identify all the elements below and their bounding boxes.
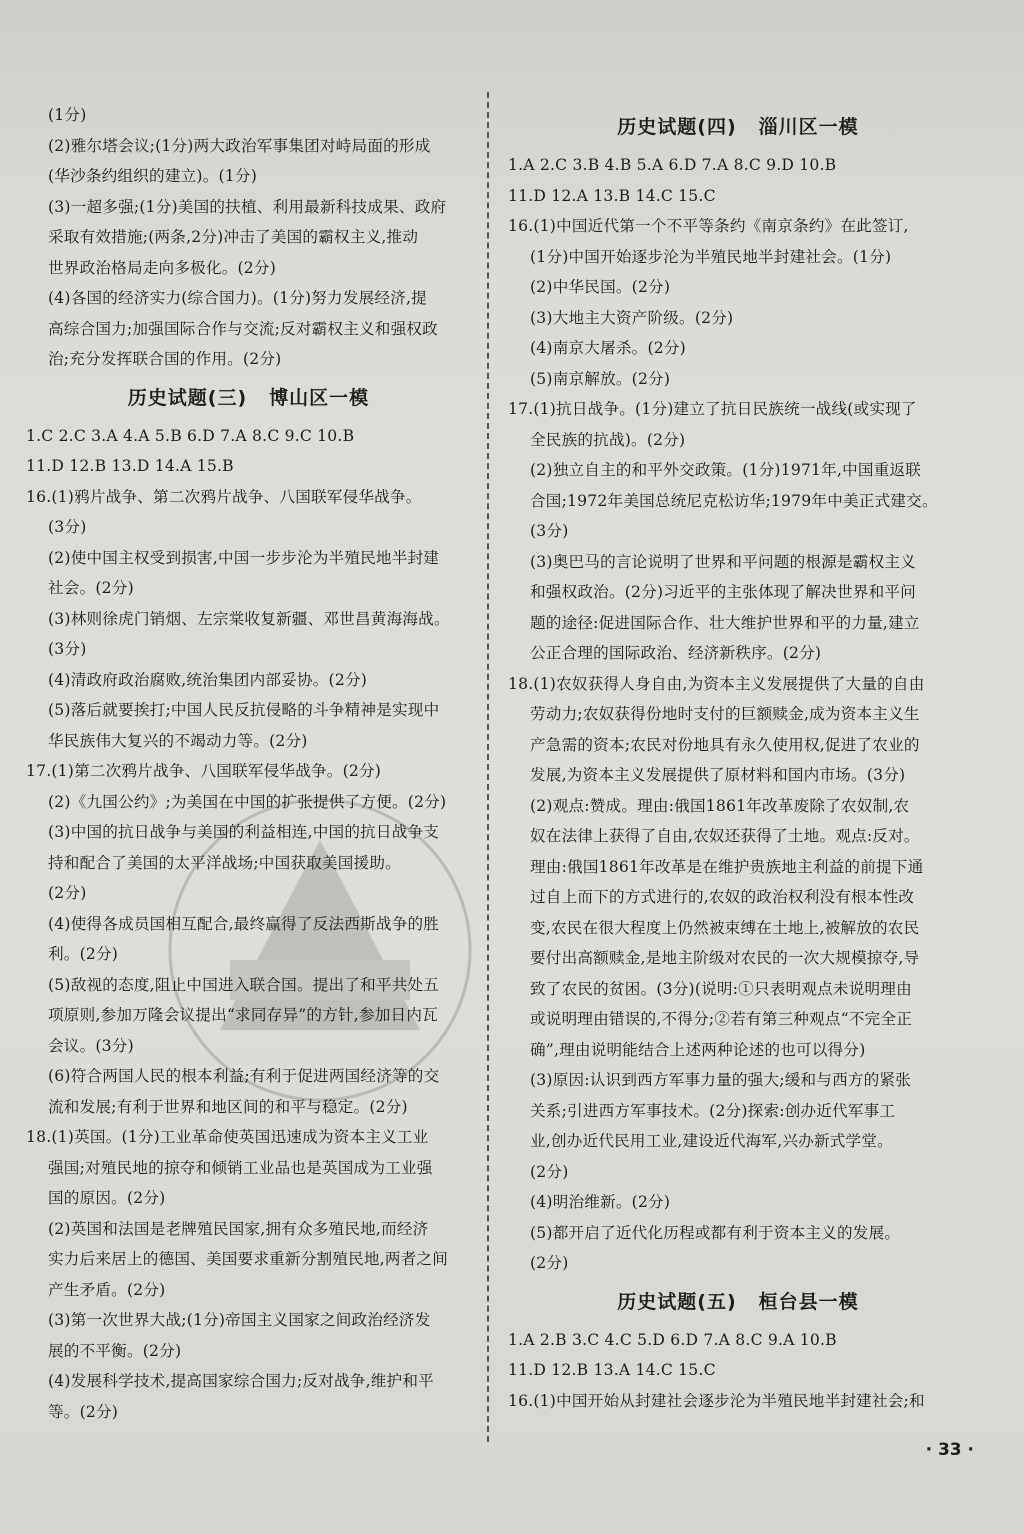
- heading-region: 博山区一模: [269, 386, 370, 409]
- text-line: (2)观点:赞成。理由:俄国1861年改革废除了农奴制,农: [530, 796, 910, 815]
- text-line: (4)清政府政治腐败,统治集团内部妥协。(2分): [48, 670, 368, 689]
- right-column: [508, 100, 968, 1416]
- text-line: (3分): [48, 518, 87, 536]
- right-block-1: [508, 150, 968, 1279]
- text-line: 强国;对殖民地的掠夺和倾销工业品也是英国成为工业强: [48, 1158, 433, 1177]
- text-line: 利。(2分): [48, 945, 119, 963]
- text-line: (3)第一次世界大战;(1分)帝国主义国家之间政治经济发: [48, 1311, 431, 1329]
- text-line: 国的原因。(2分): [48, 1189, 166, 1207]
- text-line: (3分): [530, 522, 569, 540]
- text-line: 流和发展;有利于世界和地区间的和平与稳定。(2分): [48, 1097, 408, 1116]
- text-line: 实力后来居上的德国、美国要求重新分割殖民地,两者之间: [48, 1250, 449, 1268]
- text-line: 等。(2分): [48, 1402, 119, 1421]
- text-line: 高综合国力;加强国际合作与交流;反对霸权主义和强权政: [48, 319, 438, 338]
- text-line: 社会。(2分): [48, 579, 134, 597]
- text-line: (2)使中国主权受到损害,中国一步步沦为半殖民地半封建: [48, 548, 440, 567]
- text-line: 过自上而下的方式进行的,农奴的政治权利没有根本性改: [530, 888, 915, 906]
- text-line: 16.(1)中国开始从封建社会逐步沦为半殖民地半封建社会;和: [508, 1391, 925, 1410]
- text-line: (6)符合两国人民的根本利益;有利于促进两国经济等的交: [48, 1067, 440, 1085]
- page-number: · 33 ·: [925, 1440, 974, 1460]
- text-line: 17.(1)抗日战争。(1分)建立了抗日民族统一战线(或实现了: [508, 400, 917, 418]
- text-line: 1.C 2.C 3.A 4.A 5.B 6.D 7.A 8.C 9.C 10.B: [26, 426, 355, 445]
- text-line: (2)《九国公约》;为美国在中国的扩张提供了方便。(2分): [48, 792, 447, 811]
- text-line: 合国;1972年美国总统尼克松访华;1979年中美正式建交。: [530, 491, 938, 510]
- text-line: (3)中国的抗日战争与美国的利益相连,中国的抗日战争支: [48, 823, 440, 841]
- text-line: (2)雅尔塔会议;(1分)两大政治军事集团对峙局面的形成: [48, 136, 431, 155]
- heading-title: 历史试题(四): [617, 116, 737, 138]
- text-line: (4)各国的经济实力(综合国力)。(1分)努力发展经济,提: [48, 289, 427, 307]
- text-line: 16.(1)鸦片战争、第二次鸦片战争、八国联军侵华战争。: [26, 487, 422, 506]
- text-line: 华民族伟大复兴的不竭动力等。(2分): [48, 731, 308, 750]
- text-line: 持和配合了美国的太平洋战场;中国获取美国援助。: [48, 853, 401, 872]
- text-line: (华沙条约组织的建立)。(1分): [48, 167, 257, 185]
- text-line: (4)南京大屠杀。(2分): [530, 339, 686, 357]
- section-heading-5: [508, 1279, 968, 1325]
- text-line: (2分): [530, 1162, 569, 1181]
- text-line: 题的途径:促进国际合作、壮大维护世界和平的力量,建立: [530, 613, 920, 632]
- text-line: 确”,理由说明能结合上述两种论述的也可以得分): [530, 1040, 866, 1059]
- section-heading-3: [26, 375, 471, 421]
- text-line: (3)一超多强;(1分)美国的扶植、利用最新科技成果、政府: [48, 197, 447, 216]
- left-block-2: [26, 421, 471, 1428]
- text-line: 或说明理由错误的,不得分;②若有第三种观点“不完全正: [530, 1010, 913, 1028]
- text-line: (3)原因:认识到西方军事力量的强大;缓和与西方的紧张: [530, 1071, 912, 1089]
- left-block-1: [26, 100, 471, 375]
- text-line: 业,创办近代民用工业,建设近代海军,兴办新式学堂。: [530, 1132, 893, 1150]
- text-line: 世界政治格局走向多极化。(2分): [48, 258, 277, 277]
- text-line: 产生矛盾。(2分): [48, 1280, 166, 1299]
- text-line: 理由:俄国1861年改革是在维护贵族地主利益的前提下通: [530, 857, 924, 876]
- text-line: 18.(1)农奴获得人身自由,为资本主义发展提供了大量的自由: [508, 674, 925, 693]
- text-line: (2分): [530, 1254, 569, 1272]
- text-line: (2)独立自主的和平外交政策。(1分)1971年,中国重返联: [530, 461, 922, 479]
- column-divider: [487, 92, 489, 1442]
- left-column: [26, 100, 471, 1427]
- text-line: 1.A 2.C 3.B 4.B 5.A 6.D 7.A 8.C 9.D 10.B: [508, 156, 837, 174]
- text-line: (2)中华民国。(2分): [530, 278, 671, 296]
- text-line: (5)南京解放。(2分): [530, 369, 671, 388]
- text-line: 变,农民在很大程度上仍然被束缚在土地上,被解放的农民: [530, 918, 920, 937]
- text-line: (5)敌视的态度,阻止中国进入联合国。提出了和平共处五: [48, 975, 440, 994]
- text-line: 奴在法律上获得了自由,农奴还获得了土地。观点:反对。: [530, 827, 920, 845]
- text-line: (4)发展科学技术,提高国家综合国力;反对战争,维护和平: [48, 1372, 434, 1390]
- text-line: 治;充分发挥联合国的作用。(2分): [48, 350, 282, 368]
- heading-region: 桓台县一模: [758, 1290, 859, 1313]
- text-line: (3分): [48, 640, 87, 658]
- text-line: (5)落后就要挨打;中国人民反抗侵略的斗争精神是实现中: [48, 701, 440, 719]
- text-line: 和强权政治。(2分)习近平的主张体现了解决世界和平问: [530, 583, 916, 601]
- text-line: 采取有效措施;(两条,2分)冲击了美国的霸权主义,推动: [48, 228, 419, 246]
- heading-title: 历史试题(三): [127, 386, 248, 409]
- text-line: (3)奥巴马的言论说明了世界和平问题的根源是霸权主义: [530, 552, 916, 571]
- text-line: 17.(1)第二次鸦片战争、八国联军侵华战争。(2分): [26, 762, 382, 780]
- text-line: 公正合理的国际政治、经济新秩序。(2分): [530, 644, 822, 662]
- text-line: (4)明治维新。(2分): [530, 1193, 671, 1211]
- text-line: (5)都开启了近代化历程或都有利于资本主义的发展。: [530, 1223, 901, 1242]
- text-line: 项原则,参加万隆会议提出“求同存异”的方针,参加日内瓦: [48, 1006, 438, 1024]
- text-line: (3)林则徐虎门销烟、左宗棠收复新疆、邓世昌黄海海战。: [48, 609, 450, 628]
- text-line: 会议。(3分): [48, 1036, 134, 1055]
- text-line: 劳动力;农奴获得份地时支付的巨额赎金,成为资本主义生: [530, 705, 920, 723]
- text-line: 致了农民的贫困。(3分)(说明:①只表明观点未说明理由: [530, 979, 912, 998]
- text-line: 11.D 12.B 13.A 14.C 15.C: [508, 1361, 716, 1379]
- text-line: (1分)中国开始逐步沦为半殖民地半封建社会。(1分): [530, 247, 892, 266]
- heading-region: 淄川区一模: [758, 116, 859, 138]
- text-line: 关系;引进西方军事技术。(2分)探索:创办近代军事工: [530, 1101, 896, 1120]
- text-line: (2)英国和法国是老牌殖民国家,拥有众多殖民地,而经济: [48, 1219, 429, 1238]
- text-line: (1分): [48, 106, 87, 124]
- text-line: (2分): [48, 884, 87, 902]
- text-line: 产急需的资本;农民对份地具有永久使用权,促进了农业的: [530, 735, 920, 754]
- text-line: (3)大地主大资产阶级。(2分): [530, 308, 734, 327]
- section-heading-4: [508, 104, 968, 150]
- text-line: 11.D 12.B 13.D 14.A 15.B: [26, 457, 234, 475]
- text-line: 1.A 2.B 3.C 4.C 5.D 6.D 7.A 8.C 9.A 10.B: [508, 1330, 837, 1349]
- text-line: 发展,为资本主义发展提供了原材料和国内市场。(3分): [530, 766, 906, 784]
- text-line: 展的不平衡。(2分): [48, 1341, 182, 1360]
- text-line: 全民族的抗战)。(2分): [530, 430, 686, 449]
- right-block-2: [508, 1325, 968, 1417]
- heading-title: 历史试题(五): [617, 1290, 737, 1313]
- text-line: 18.(1)英国。(1分)工业革命使英国迅速成为资本主义工业: [26, 1128, 429, 1146]
- text-line: 11.D 12.A 13.B 14.C 15.C: [508, 186, 716, 205]
- text-line: (4)使得各成员国相互配合,最终赢得了反法西斯战争的胜: [48, 914, 440, 933]
- text-line: 16.(1)中国近代第一个不平等条约《南京条约》在此签订,: [508, 217, 909, 235]
- text-line: 要付出高额赎金,是地主阶级对农民的一次大规模掠夺,导: [530, 949, 920, 967]
